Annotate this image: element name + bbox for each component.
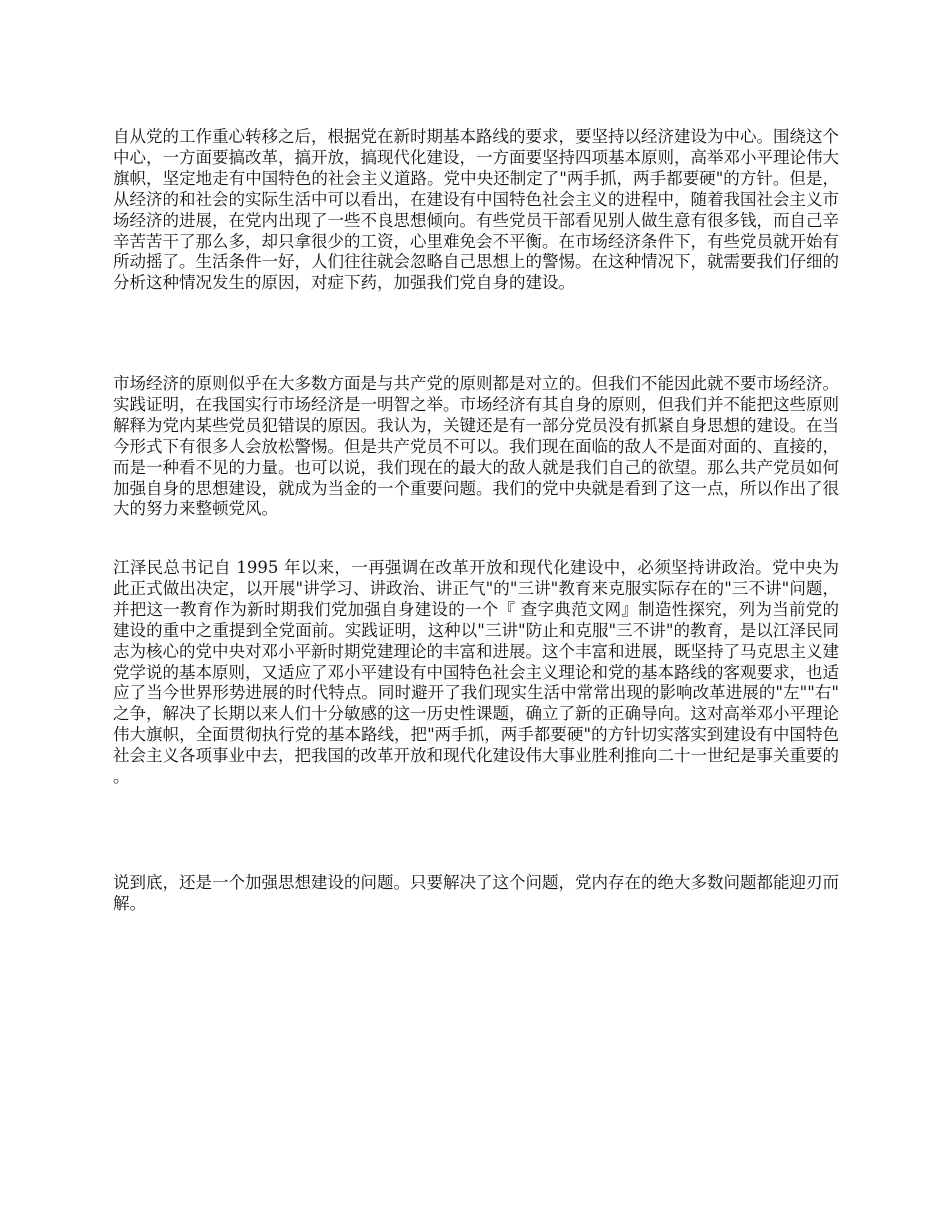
paragraph-2: 市场经济的原则似乎在大多数方面是与共产党的原则都是对立的。但我们不能因此就不要市场经济。实践证明，在我国实行市场经济是一明智之举。市场经济有其自身的原则，但我们并不能把这些原则解释为党内某些党员犯错误的原因。我认为，关键还是有一部分党员没有抓紧自身思想的建设。在当今形式下有很多人会放松警惕。但是共产党员不可以。我们现在面临的敌人不是面对面的、直接的，而是一种看不见的力量。也可以说，我们现在的最大的敌人就是我们自己的欲望。那么共产党员如何加强自身的思想建设，就成为当金的一个重要问题。我们的党中央就是看到了这一点，所以作出了很大的努力来整顿党风。: [113, 374, 839, 519]
paragraph-4: 说到底，还是一个加强思想建设的问题。只要解决了这个问题，党内存在的绝大多数问题都能迎刃而解。: [113, 873, 839, 913]
paragraph-3: 江泽民总书记自 1995 年以来，一再强调在改革开放和现代化建设中，必须坚持讲政治。党中央为此正式做出决定，以开展"讲学习、讲政治、讲正气"的"三讲"教育来克服实际存在的"三不讲"问题，并把这一教育作为新时期我们党加强自身建设的一个『 查字典范文网』制造性探究，列为当前党的建设的重中之重提到全党面前。实践证明，这种以"三讲"防止和克服"三不讲"的教育，是以江泽民同志为核心的党中央对邓小平新时期党建理论的丰富和进展。这个丰富和进展，既坚持了马克思主义建党学说的基本原则，又适应了邓小平建设有中国特色社会主义理论和党的基本路线的客观要求，也适应了当今世界形势进展的时代特点。同时避开了我们现实生活中常常出现的影响改革进展的"左""右"之争，解决了长期以来人们十分敏感的这一历史性课题，确立了新的正确导向。这对高举邓小平理论伟大旗帜，全面贯彻执行党的基本路线，把"两手抓，两手都要硬"的方针切实落实到建设有中国特色社会主义各项事业中去，把我国的改革开放和现代化建设伟大事业胜利推向二十一世纪是事关重要的。: [113, 558, 839, 787]
paragraph-1: 自从党的工作重心转移之后，根据党在新时期基本路线的要求，要坚持以经济建设为中心。围绕这个中心，一方面要搞改革，搞开放，搞现代化建设，一方面要坚持四项基本原则，高举邓小平理论伟大旗帜，坚定地走有中国特色的社会主义道路。党中央还制定了"两手抓，两手都要硬"的方针。但是，从经济的和社会的实际生活中可以看出，在建设有中国特色社会主义的进程中，随着我国社会主义市场经济的进展，在党内出现了一些不良思想倾向。有些党员干部看见别人做生意有很多钱，而自己辛辛苦苦干了那么多，却只拿很少的工资，心里难免会不平衡。在市场经济条件下，有些党员就开始有所动摇了。生活条件一好，人们往往就会忽略自己思想上的警惕。在这种情况下，就需要我们仔细的分析这种情况发生的原因，对症下药，加强我们党自身的建设。: [113, 127, 839, 293]
